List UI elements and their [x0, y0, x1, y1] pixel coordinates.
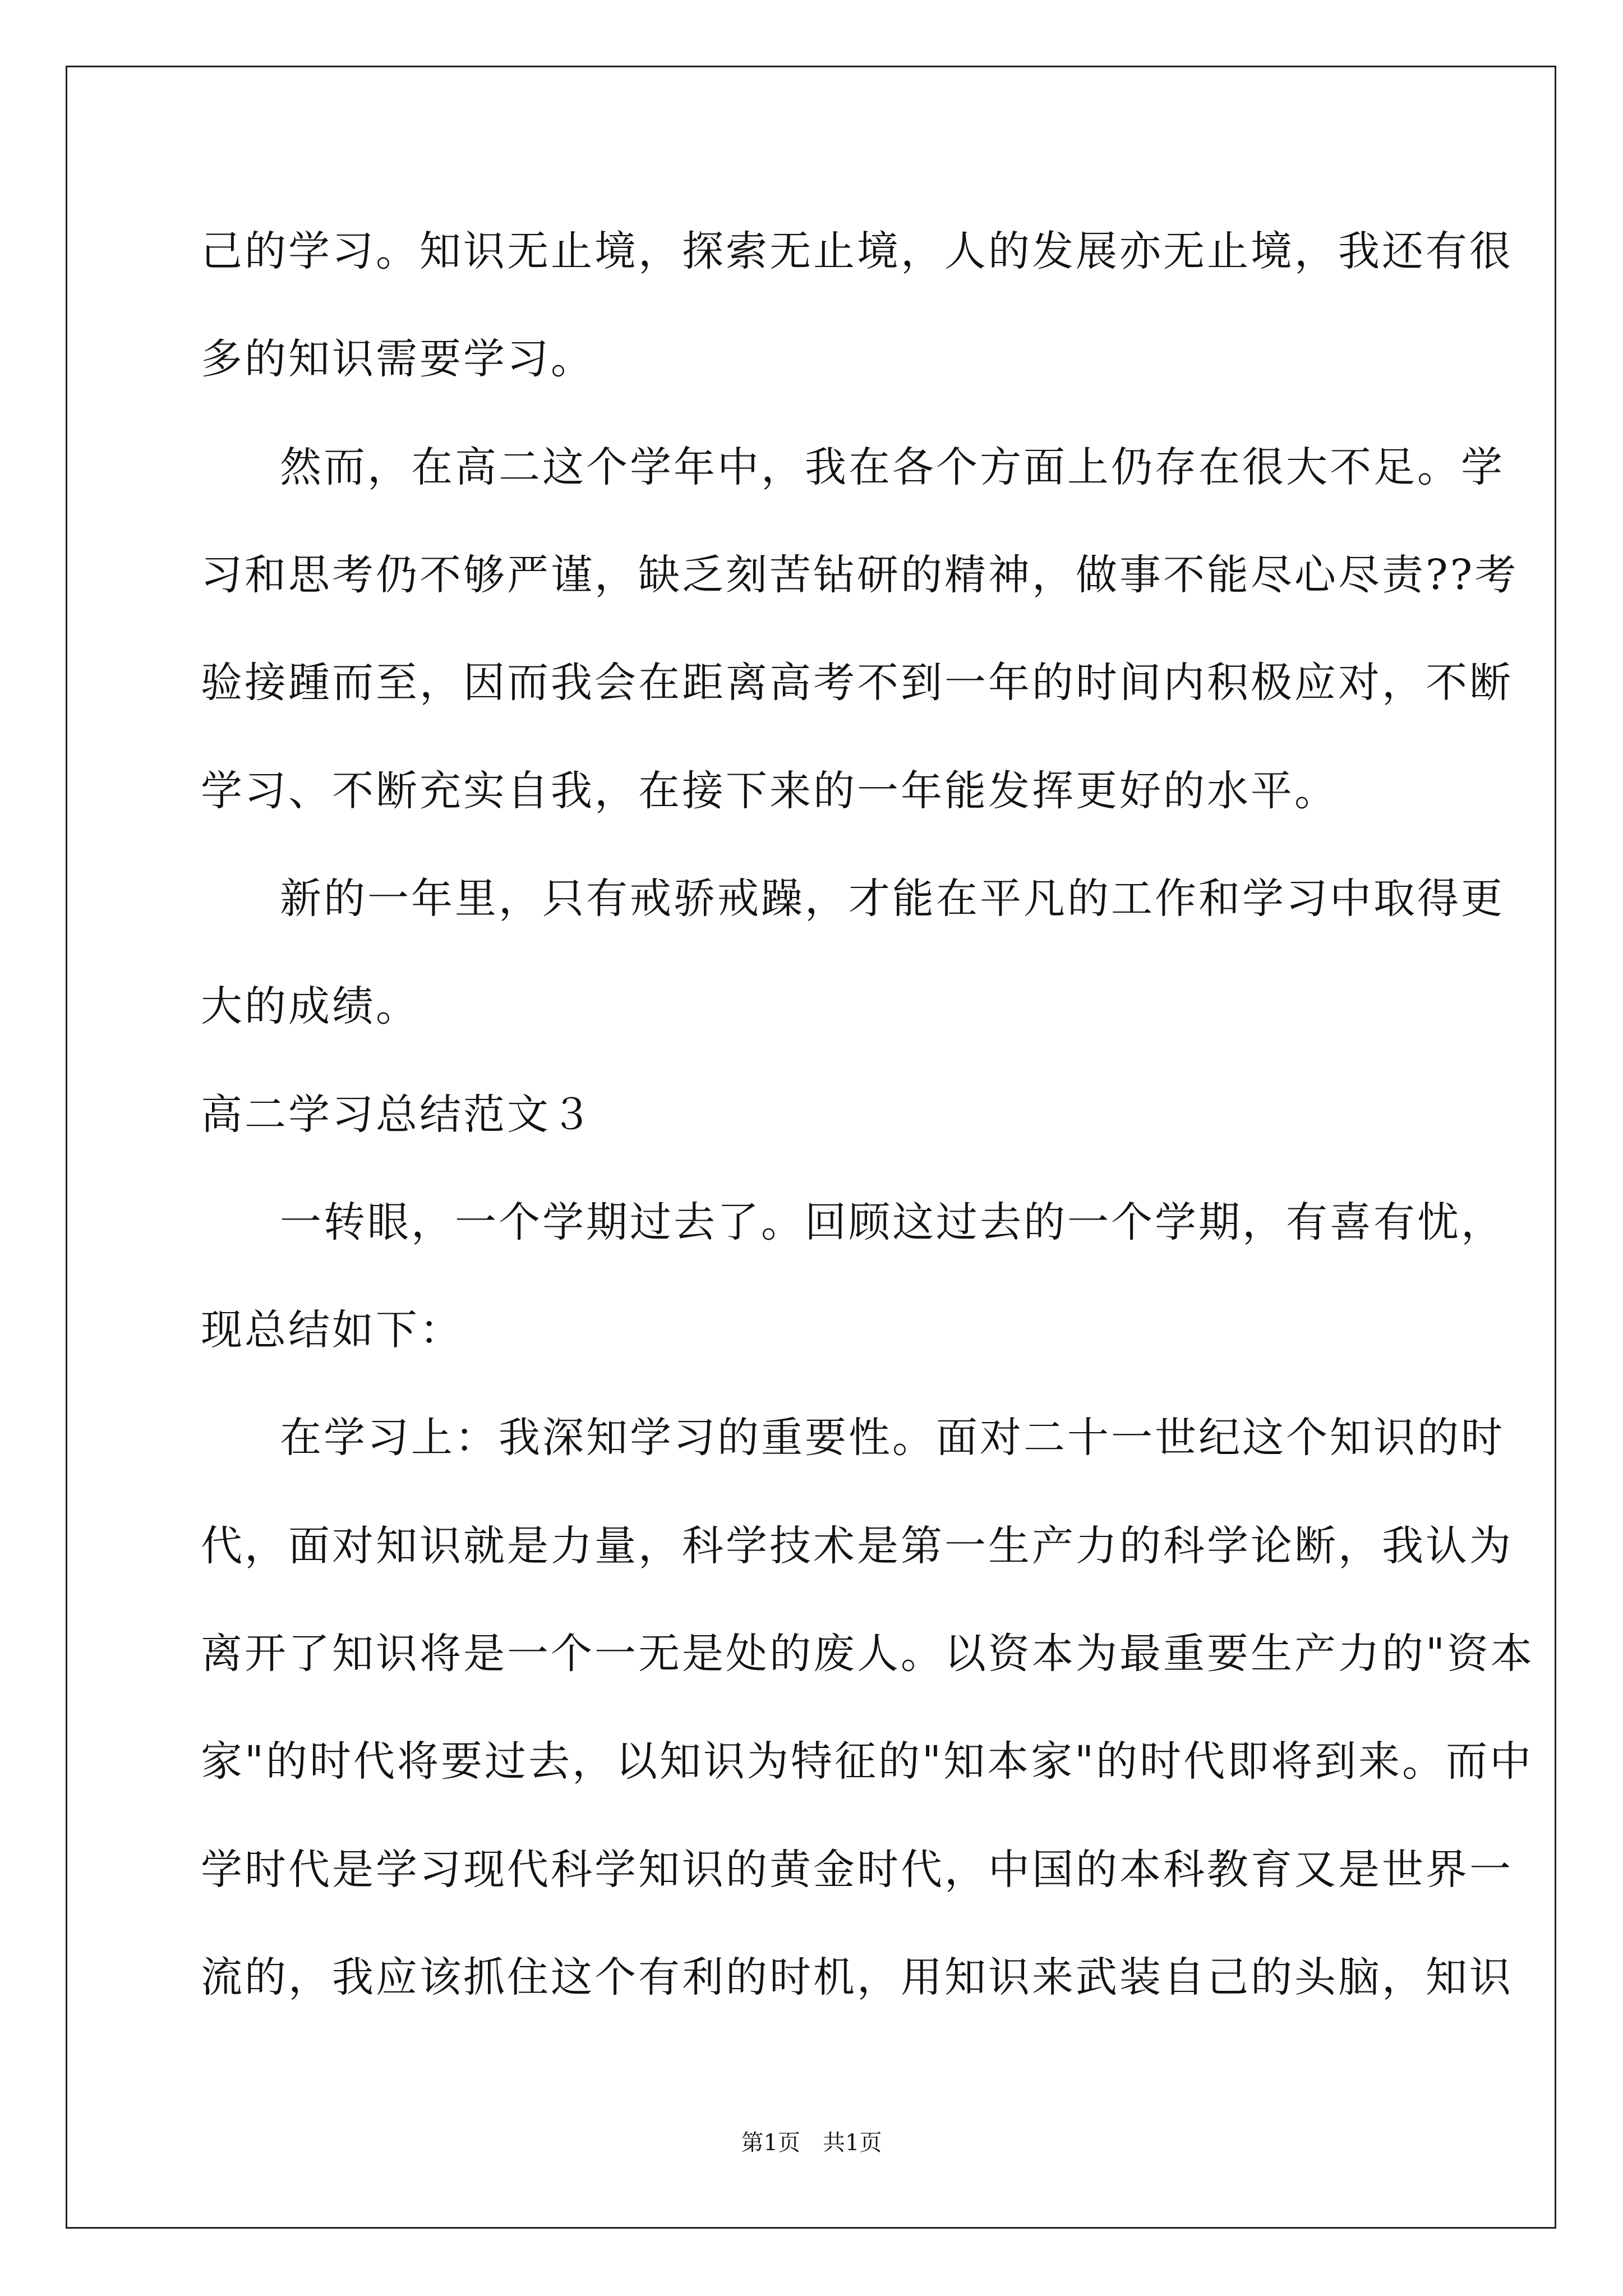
- text-line: 验接踵而至，因而我会在距离高考不到一年的时间内积极应对，不断: [201, 659, 1513, 707]
- page-number-footer: 第1页 共1页: [741, 2130, 882, 2156]
- text-line: 代，面对知识就是力量，科学技术是第一生产力的科学论断，我认为: [201, 1522, 1513, 1570]
- text-line: 在学习上：我深知学习的重要性。面对二十一世纪这个知识的时: [280, 1414, 1505, 1462]
- text-line: 新的一年里，只有戒骄戒躁，才能在平凡的工作和学习中取得更: [280, 875, 1505, 923]
- text-line: 离开了知识将是一个一无是处的废人。以资本为最重要生产力的"资本: [201, 1630, 1535, 1678]
- text-line: 习和思考仍不够严谨，缺乏刻苦钻研的精神，做事不能尽心尽责??考: [201, 551, 1519, 599]
- section-heading: 高二学习总结范文３: [201, 1091, 594, 1139]
- page-border: [66, 66, 1556, 2229]
- text-line: 多的知识需要学习。: [201, 335, 594, 383]
- text-line: 学习、不断充实自我，在接下来的一年能发挥更好的水平。: [201, 767, 1338, 815]
- text-line: 大的成绩。: [201, 982, 419, 1030]
- text-line: 然而，在高二这个学年中，我在各个方面上仍存在很大不足。学: [280, 443, 1505, 491]
- text-line: 流的，我应该抓住这个有利的时机，用知识来武装自己的头脑，知识: [201, 1953, 1513, 2001]
- text-line: 己的学习。知识无止境，探索无止境，人的发展亦无止境，我还有很: [201, 227, 1513, 275]
- text-line: 一转眼，一个学期过去了。回顾这过去的一个学期，有喜有忧，: [280, 1198, 1505, 1246]
- text-line: 家"的时代将要过去，以知识为特征的"知本家"的时代即将到来。而中: [201, 1737, 1534, 1786]
- text-line: 学时代是学习现代科学知识的黄金时代，中国的本科教育又是世界一: [201, 1846, 1513, 1894]
- text-line: 现总结如下：: [201, 1306, 463, 1354]
